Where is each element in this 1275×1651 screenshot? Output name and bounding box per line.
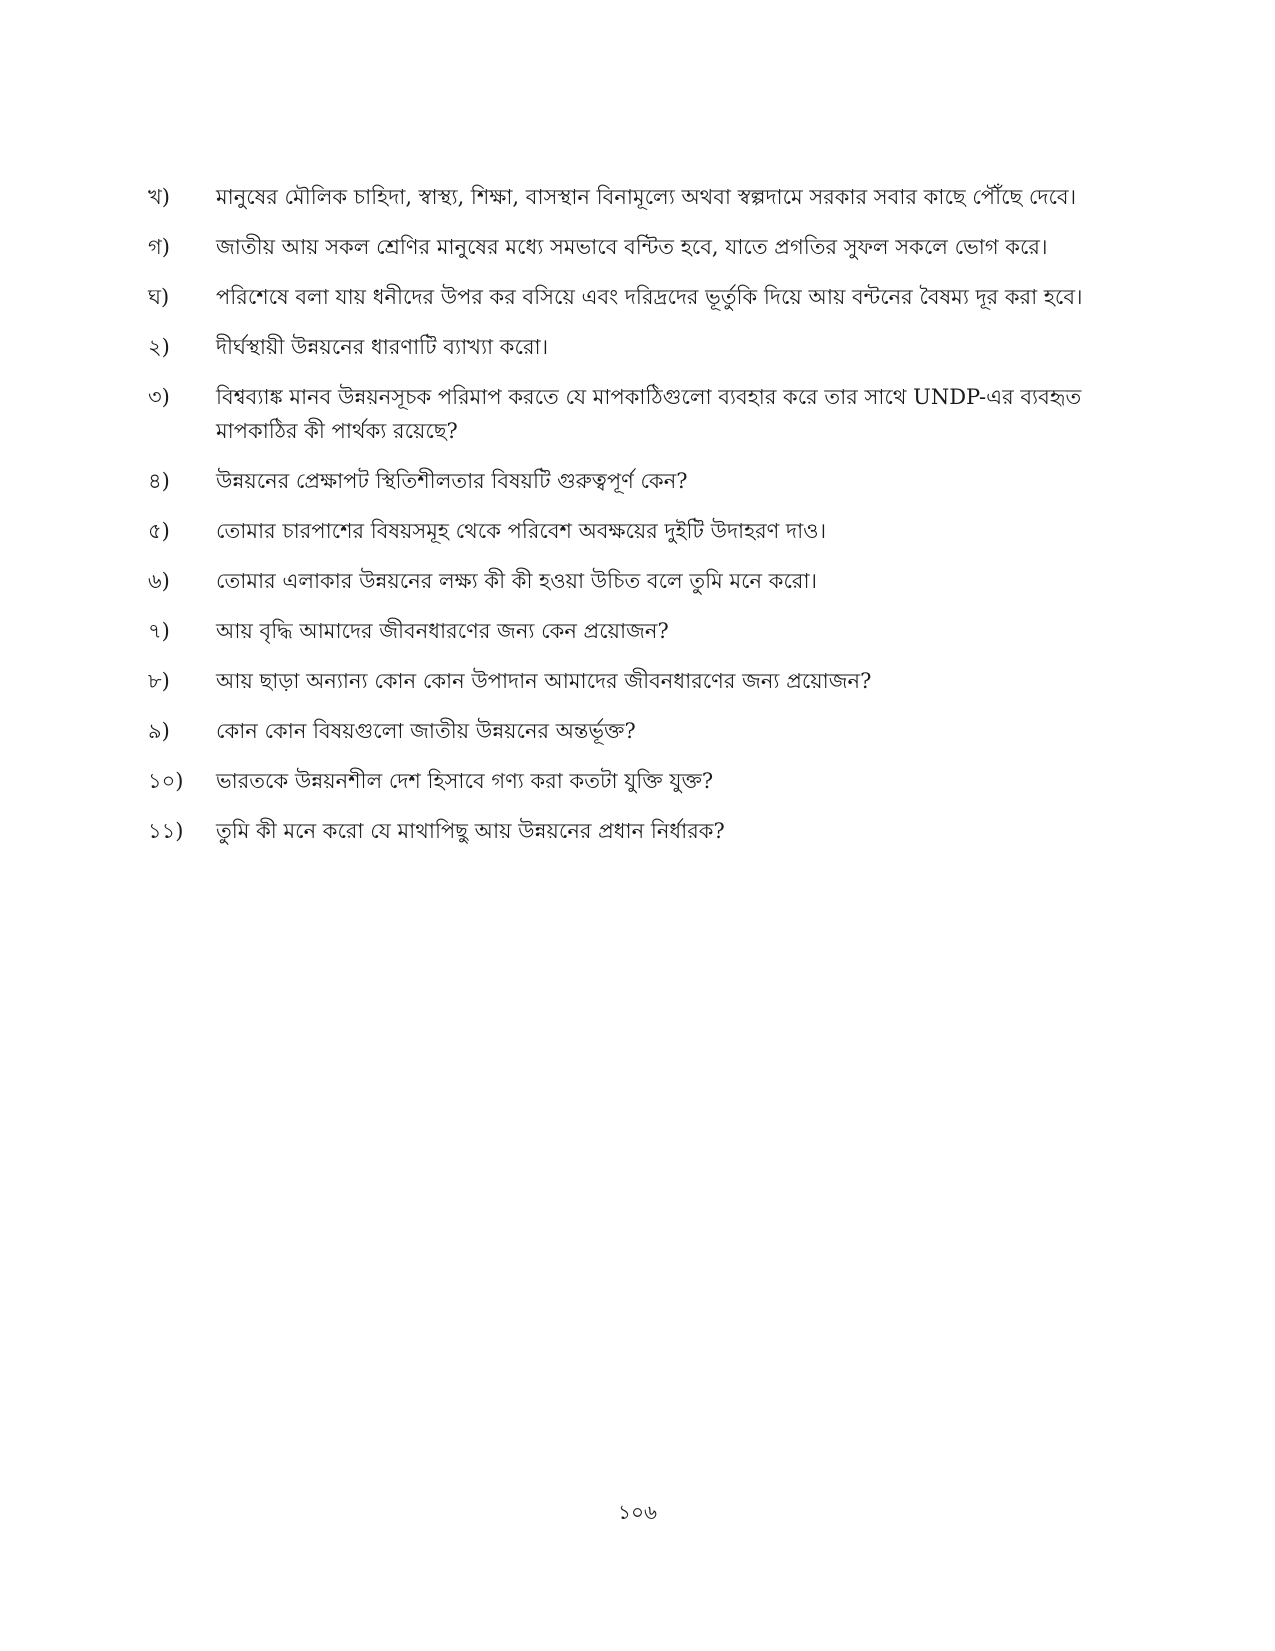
question-number: ১০)	[148, 769, 184, 793]
question-item	[148, 714, 1148, 748]
question-item	[148, 280, 1148, 314]
question-list	[148, 180, 1148, 864]
question-number: ১১)	[148, 819, 184, 843]
question-item	[148, 564, 1148, 598]
question-item	[148, 330, 1148, 364]
question-text: আয় ছাড়া অন্যান্য কোন কোন উপাদান আমাদের জীবনধারণের জন্য প্রয়োজন?	[216, 669, 872, 693]
question-number: ৩)	[148, 385, 170, 409]
question-number: ৪)	[148, 469, 170, 493]
question-text: জাতীয় আয় সকল শ্রেণির মানুষের মধ্যে সমভাবে বন্টিত হবে, যাতে প্রগতির সুফল সকলে ভোগ করে।	[216, 235, 1048, 259]
question-text: ভারতকে উন্নয়নশীল দেশ হিসাবে গণ্য করা কতটা যুক্তি যুক্ত?	[216, 769, 714, 793]
question-number: ঘ)	[148, 285, 170, 309]
question-text: কোন কোন বিষয়গুলো জাতীয় উন্নয়নের অন্তর্ভূক্ত?	[216, 719, 636, 743]
question-item	[148, 664, 1148, 698]
question-number: ৬)	[148, 569, 170, 593]
question-number: গ)	[148, 235, 170, 259]
question-text: পরিশেষে বলা যায় ধনীদের উপর কর বসিয়ে এবং দরিদ্রদের ভূর্তুকি দিয়ে আয় বন্টনের বৈষম্য দূর করা হবে।	[216, 285, 1083, 309]
question-number: ৯)	[148, 719, 170, 743]
question-item	[148, 614, 1148, 648]
question-text: উন্নয়নের প্রেক্ষাপট স্থিতিশীলতার বিষয়টি গুরুত্বপূর্ণ কেন?	[216, 469, 688, 493]
question-item	[148, 814, 1148, 848]
question-text: তুমি কী মনে করো যে মাথাপিছু আয় উন্নয়নের প্রধান নির্ধারক?	[216, 819, 725, 843]
question-number: খ)	[148, 185, 170, 209]
page-number: ১০৬	[618, 1500, 657, 1524]
question-text: মানুষের মৌলিক চাহিদা, স্বাস্থ্য, শিক্ষা, বাসস্থান বিনামূল্যে অথবা স্বল্পদামে সরকার সবার কাছে পৌঁছে দেবে।	[216, 185, 1077, 209]
question-number: ৭)	[148, 619, 170, 643]
question-item	[148, 464, 1148, 498]
question-item	[148, 514, 1148, 548]
question-text: তোমার চারপাশের বিষয়সমূহ থেকে পরিবেশ অবক্ষয়ের দুইটি উদাহরণ দাও।	[216, 519, 827, 543]
question-text: বিশ্বব্যাঙ্ক মানব উন্নয়নসূচক পরিমাপ করতে যে মাপকাঠিগুলো ব্যবহার করে তার সাথে UNDP-এর ব্যবহৃত মাপকাঠির কী পার্থক্য রয়েছে?	[216, 385, 1082, 443]
question-item	[148, 764, 1148, 798]
question-text: তোমার এলাকার উন্নয়নের লক্ষ্য কী কী হওয়া উচিত বলে তুমি মনে করো।	[216, 569, 818, 593]
question-item	[148, 180, 1148, 214]
question-number: ৮)	[148, 669, 170, 693]
question-number: ৫)	[148, 519, 170, 543]
question-number: ২)	[148, 335, 170, 359]
question-text: দীর্ঘস্থায়ী উন্নয়নের ধারণাটি ব্যাখ্যা করো।	[216, 335, 549, 359]
question-item	[148, 380, 1148, 448]
question-item	[148, 230, 1148, 264]
question-text: আয় বৃদ্ধি আমাদের জীবনধারণের জন্য কেন প্রয়োজন?	[216, 619, 669, 643]
